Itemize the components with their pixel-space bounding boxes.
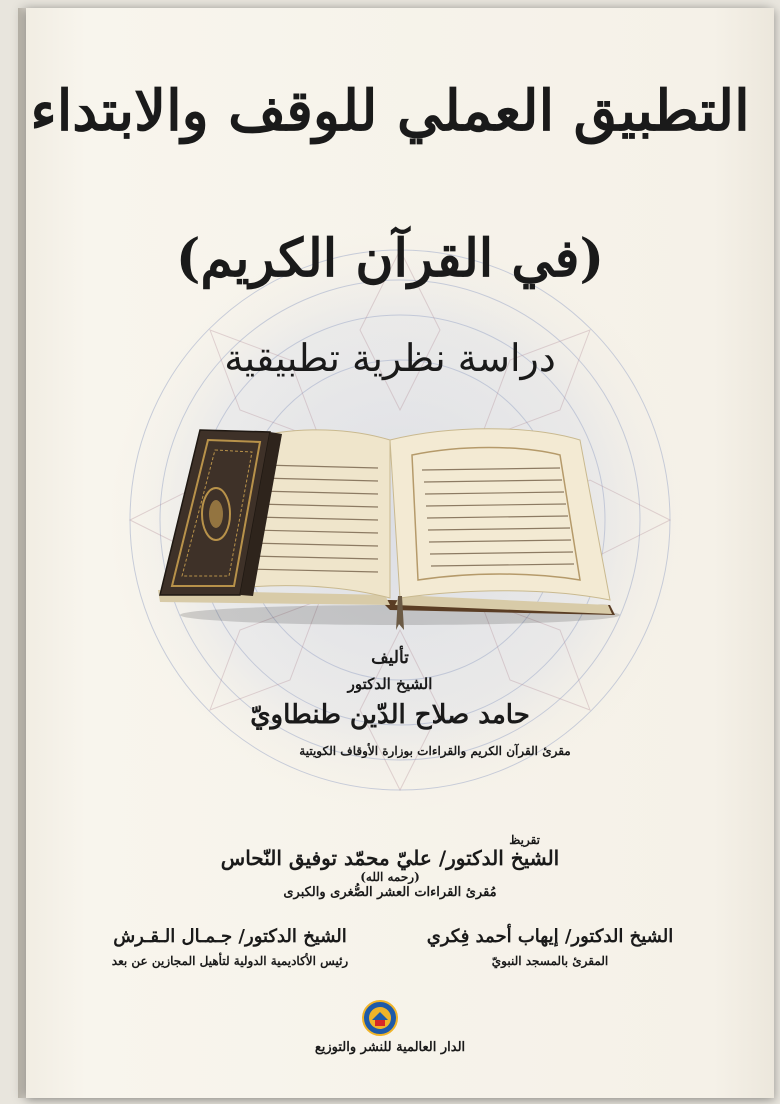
publisher-logo-icon xyxy=(362,1000,398,1036)
taqreez-role: مُقرئ القراءات العشر الصُّغرى والكبرى xyxy=(283,885,497,900)
endorser-left-role: رئيس الأكاديمية الدولية لتأهيل المجازين عن بعد xyxy=(111,954,349,968)
title-line-2: (في القرآن الكريم) xyxy=(175,228,605,289)
author-prefix: الشيخ الدكتور xyxy=(347,675,433,693)
publisher-name: الدار العالمية للنشر والتوزيع xyxy=(314,1040,466,1055)
author-name: حامد صلاح الدّين طنطاويّ xyxy=(250,700,530,730)
taqreez-label: تقريظ xyxy=(509,833,540,847)
endorser-left-name: الشيخ الدكتور/ جـمـال الـقـرش xyxy=(113,926,347,947)
authored-label: تأليف xyxy=(371,648,409,668)
endorser-right-role: المقرئ بالمسجد النبويّ xyxy=(491,954,609,968)
taqreez-rahimahu: (رحمه الله) xyxy=(360,870,420,884)
open-quran-illustration xyxy=(150,410,620,640)
title-line-1: التطبيق العملي للوقف والابتداء xyxy=(30,78,750,144)
author-role: مقرئ القرآن الكريم والقراءات بوزارة الأوقاف الكويتية xyxy=(299,744,571,758)
taqreez-name: الشيخ الدكتور/ عليّ محمّد توفيق النّحاس xyxy=(220,846,560,870)
endorser-right-name: الشيخ الدكتور/ إيهاب أحمد فِكري xyxy=(426,926,674,947)
subtitle: دراسة نظرية تطبيقية xyxy=(224,336,556,380)
